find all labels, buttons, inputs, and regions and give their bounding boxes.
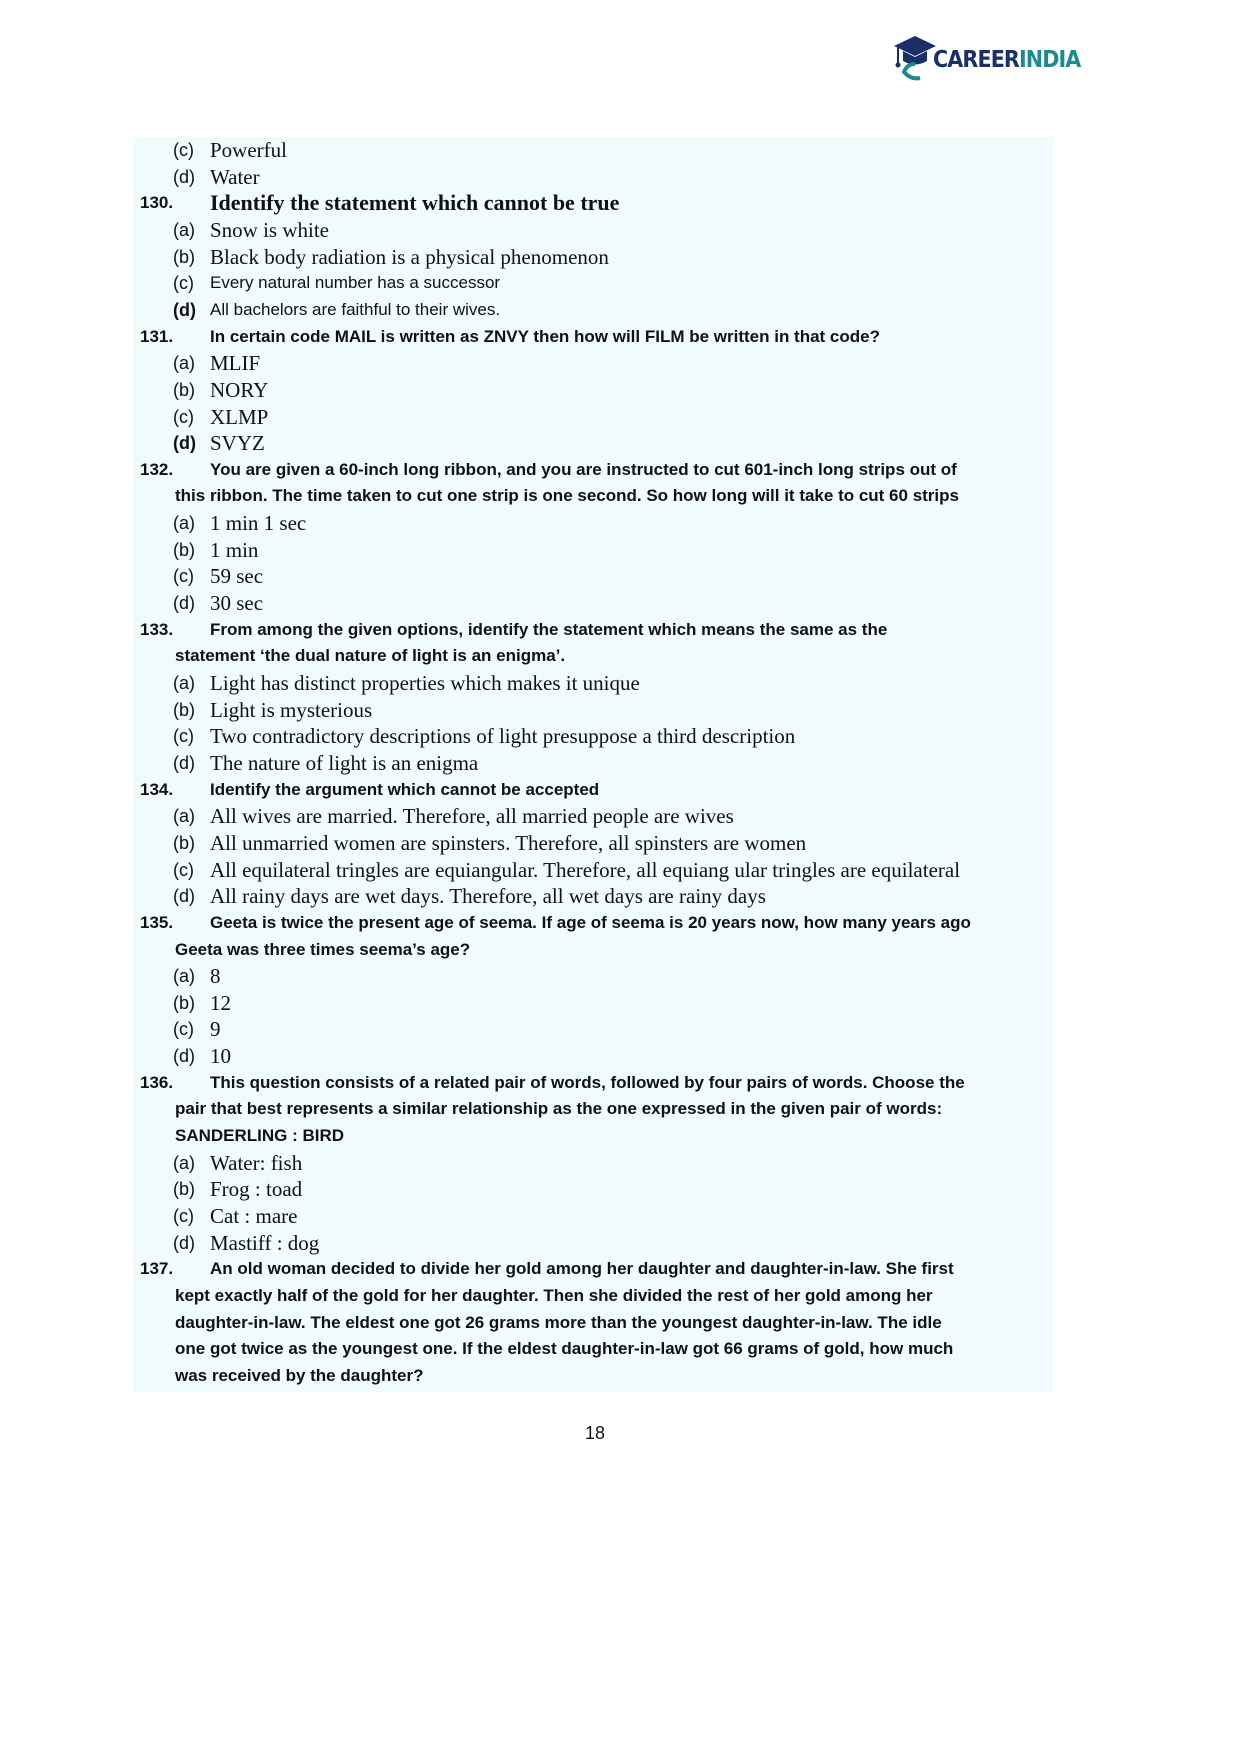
option-letter: (a) bbox=[173, 513, 195, 534]
option-letter: (c) bbox=[173, 140, 194, 160]
question-text: daughter-in-law. The eldest one got 26 grams more than the youngest daughter-in-law. The idle bbox=[175, 1312, 942, 1332]
option-letter: (b) bbox=[173, 992, 195, 1013]
page-number: 18 bbox=[584, 1423, 606, 1443]
option-text: 12 bbox=[210, 990, 231, 1015]
option-letter: (d) bbox=[173, 299, 196, 320]
option-text: 10 bbox=[210, 1044, 231, 1069]
option-text: NORY bbox=[210, 377, 269, 402]
option-text: 8 bbox=[210, 964, 221, 989]
option-text: Water: fish bbox=[210, 1150, 303, 1175]
option-letter: (a) bbox=[173, 806, 195, 827]
option-text: 1 min bbox=[210, 537, 259, 562]
questions-section bbox=[133, 137, 1053, 1392]
question-number: 136. bbox=[140, 1072, 174, 1092]
question-text: SANDERLING : BIRD bbox=[175, 1126, 345, 1146]
option-letter: (b) bbox=[173, 246, 195, 267]
option-text: Frog : toad bbox=[210, 1177, 303, 1202]
option-letter: (c) bbox=[173, 726, 194, 747]
option-letter: (c) bbox=[173, 273, 194, 294]
option-text: 1 min 1 sec bbox=[210, 511, 307, 536]
option-letter: (c) bbox=[173, 406, 194, 427]
question-text: statement ‘the dual nature of light is an enigma’. bbox=[175, 646, 566, 666]
option-letter: (d) bbox=[173, 752, 195, 773]
question-number: 132. bbox=[140, 459, 174, 479]
option-text: Black body radiation is a physical phenomenon bbox=[210, 244, 609, 269]
option-text: All unmarried women are spinsters. Therefore, all spinsters are women bbox=[210, 830, 807, 855]
option-text: Snow is white bbox=[210, 217, 330, 242]
option-letter: (c) bbox=[173, 1206, 194, 1226]
option-text: 30 sec bbox=[210, 591, 264, 616]
question-text: Geeta is twice the present age of seema. If age of seema is 20 years now, how many years ago bbox=[210, 912, 971, 932]
logo-wordmark: CAREERINDIA bbox=[933, 47, 1081, 73]
option-letter: (a) bbox=[173, 1152, 195, 1173]
option-letter: (a) bbox=[173, 353, 195, 374]
option-letter: (d) bbox=[173, 1232, 195, 1253]
option-letter: (d) bbox=[173, 593, 195, 614]
option-letter: (c) bbox=[173, 1019, 194, 1040]
option-text: Cat : mare bbox=[210, 1204, 298, 1228]
option-letter: (a) bbox=[173, 673, 195, 693]
option-text: Water bbox=[210, 164, 260, 189]
question-number: 130. bbox=[140, 193, 174, 213]
question-text: kept exactly half of the gold for her daughter. Then she divided the rest of her gold among her bbox=[175, 1285, 933, 1305]
option-letter: (b) bbox=[173, 699, 195, 720]
option-letter: (a) bbox=[173, 219, 195, 240]
option-letter: (a) bbox=[173, 966, 195, 987]
question-number: 133. bbox=[140, 619, 174, 639]
careerindia-logo bbox=[893, 34, 1083, 84]
option-text: Mastiff : dog bbox=[210, 1230, 320, 1255]
option-letter: (d) bbox=[173, 1046, 195, 1067]
option-text: Powerful bbox=[210, 138, 287, 162]
option-text: All rainy days are wet days. Therefore, all wet days are rainy days bbox=[210, 884, 766, 909]
option-letter: (c) bbox=[173, 859, 194, 880]
question-number: 137. bbox=[140, 1259, 174, 1279]
option-text: All bachelors are faithful to their wives. bbox=[210, 299, 501, 319]
option-text: Two contradictory descriptions of light presuppose a third description bbox=[210, 724, 796, 749]
option-text: All wives are married. Therefore, all married people are wives bbox=[210, 804, 734, 829]
option-letter: (d) bbox=[173, 166, 195, 187]
option-text: Light has distinct properties which makes it unique bbox=[210, 671, 640, 695]
graduation-cap-icon bbox=[893, 34, 937, 82]
option-text: XLMP bbox=[210, 404, 269, 429]
question-text: From among the given options, identify the statement which means the same as the bbox=[210, 619, 888, 639]
question-number: 134. bbox=[140, 779, 174, 799]
question-text: this ribbon. The time taken to cut one strip is one second. So how long will it take to cut 60 strips bbox=[175, 486, 959, 506]
question-text: pair that best represents a similar relationship as the one expressed in the given pair of words: bbox=[175, 1099, 943, 1119]
option-letter: (d) bbox=[173, 886, 195, 907]
question-text: was received by the daughter? bbox=[175, 1365, 424, 1385]
option-text: MLIF bbox=[210, 351, 261, 376]
question-text: This question consists of a related pair of words, followed by four pairs of words. Choose the bbox=[210, 1072, 965, 1092]
question-number: 131. bbox=[140, 326, 174, 346]
option-letter: (d) bbox=[173, 433, 196, 454]
option-letter: (b) bbox=[173, 539, 195, 560]
option-letter: (b) bbox=[173, 832, 195, 853]
question-text: Identify the statement which cannot be true bbox=[210, 190, 620, 216]
question-text: Geeta was three times seema’s age? bbox=[175, 939, 471, 959]
option-letter: (c) bbox=[173, 566, 194, 587]
question-number: 135. bbox=[140, 912, 174, 932]
question-text: In certain code MAIL is written as ZNVY then how will FILM be written in that code? bbox=[210, 326, 880, 346]
option-text: The nature of light is an enigma bbox=[210, 750, 479, 775]
option-letter: (b) bbox=[173, 1179, 195, 1200]
option-text: Every natural number has a successor bbox=[210, 273, 501, 293]
option-text: Light is mysterious bbox=[210, 697, 373, 722]
option-text: 9 bbox=[210, 1017, 221, 1042]
question-text: Identify the argument which cannot be accepted bbox=[210, 779, 600, 799]
option-text: All equilateral tringles are equiangular. Therefore, all equiang ular tringles are equilateral bbox=[210, 857, 961, 882]
question-text: one got twice as the youngest one. If the eldest daughter-in-law got 66 grams of gold, how much bbox=[175, 1339, 954, 1359]
question-text: An old woman decided to divide her gold among her daughter and daughter-in-law. She first bbox=[210, 1259, 954, 1279]
option-text: 59 sec bbox=[210, 564, 264, 589]
question-text: You are given a 60-inch long ribbon, and you are instructed to cut 601-inch long strips out of bbox=[210, 459, 957, 479]
option-letter: (b) bbox=[173, 379, 195, 400]
option-text: SVYZ bbox=[210, 431, 265, 456]
